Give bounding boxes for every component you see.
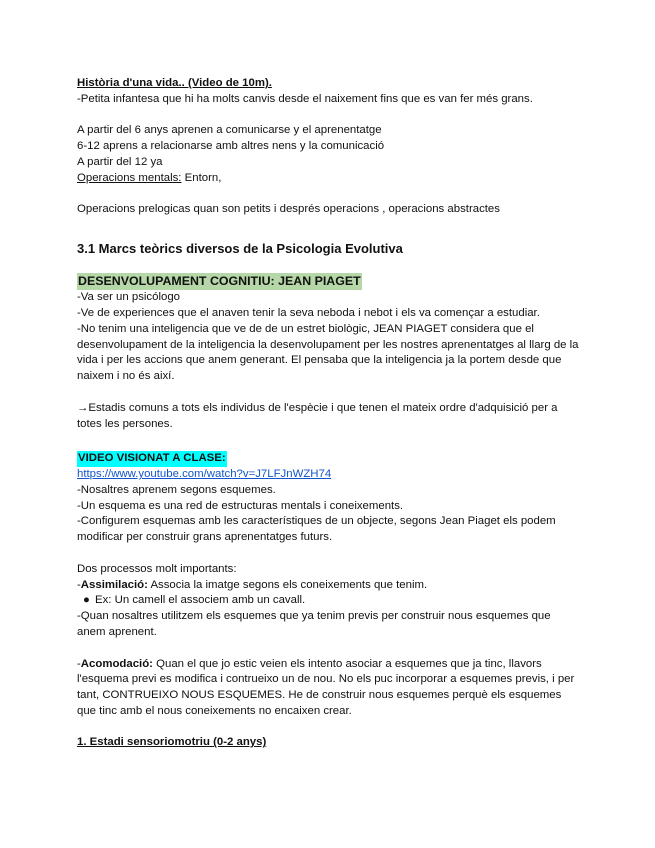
acomodacio-text: Quan el que jo estic veien els intento asociar a esquemes que ja tinc, llavors l'esquema previ es modifica i contrueixo un de nou. No els puc incorporar a esquemes previs, i per tant, CONTRUEIXO NOUS ESQUEMES. He de construir nous esquemes perquè els esquemes que tinc amb el nous coneixements no encaixen crear.	[77, 657, 575, 717]
operacions-line	[77, 171, 582, 187]
intro-line-2: A partir del 6 anys aprenen a comunicarse y el aprenentatge	[77, 124, 382, 137]
video-p1: -Nosaltres aprenem segons esquemes.	[77, 483, 276, 496]
operacions-label: Operacions mentals:	[77, 171, 182, 184]
assimilacio-line: -Assimilació: Associa la imatge segons els coneixements que tenim.	[77, 578, 428, 591]
section-heading: 3.1 Marcs teòrics diversos de la Psicologia Evolutiva	[77, 241, 403, 257]
stage-heading: 1. Estadi sensoriomotriu (0-2 anys)	[77, 736, 267, 749]
assimilacio-label: Assimilació:	[80, 578, 148, 591]
intro-line-1: -Petita infantesa que hi ha molts canvis desde el naixement fins que es van fer més grans.	[77, 92, 533, 105]
operacions-text: Entorn,	[181, 171, 222, 184]
acomodacio-label: Acomodació:	[80, 657, 153, 670]
video-p2: -Un esquema es una red de estructuras mentals i coneixements.	[77, 499, 404, 512]
processes-intro: Dos processos molt importants:	[77, 562, 237, 575]
intro-line-4: A partir del 12 ya	[77, 155, 163, 168]
bullet-text: Ex: Un camell el associem amb un cavall.	[95, 594, 306, 607]
acomodacio-paragraph: -Acomodació: Quan el que jo estic veien els intento asociar a esquemes que ja tinc, llavors l'esquema previ es modifica i contrueixo un de nou. No els puc incorporar a esquemes previs, i per tant, CONTRUEIXO NOUS ESQUEMES. He de construir nous esquemes perquè els esquemes que tinc amb el nous coneixements no encaixen crear.	[77, 657, 575, 717]
intro-line-3: 6-12 aprens a relacionarse amb altres nens y la comunicació	[77, 140, 385, 153]
video-heading: VIDEO VISIONAT A CLASE:	[77, 451, 227, 467]
video-p3: -Configurem esquemas amb les característiques de un objecte, segons Jean Piaget els podem modificar per construir grans aprenentatges futurs.	[77, 515, 556, 544]
video-link[interactable]: https://www.youtube.com/watch?v=J7LFJnWZH74	[77, 467, 332, 480]
intro-line-5: Operacions prelogicas quan son petits i després operacions , operacions abstractes	[77, 203, 500, 216]
document-page	[77, 76, 582, 751]
piaget-p1: -Va ser un psicólogo	[77, 291, 180, 304]
piaget-heading: DESENVOLUPAMENT COGNITIU: JEAN PIAGET	[78, 274, 361, 289]
piaget-p3: -No tenim una inteligencia que ve de de un estret biològic, JEAN PIAGET considera que el desenvolupament de la inteligencia la desenvolupament per les nostres aprenentatges al llarg de la vida i per les accions que anem generant. El pensaba que la inteligencia ja la portem desde que naixem i no és així.	[77, 322, 579, 383]
piaget-p2: -Ve de experiences que el anaven tenir la seva neboda i nebot i els va començar a estudiar.	[77, 306, 540, 319]
intro-title: Història d'una vida.. (Video de 10m).	[77, 77, 272, 89]
list-item	[77, 593, 582, 609]
processes-p1: -Quan nosaltres utilitzem els esquemes que ya tenim previs per construir nous esquemes que anem aprenent.	[77, 610, 551, 638]
assimilacio-text: Associa la imatge segons els coneixements que tenim.	[147, 578, 428, 591]
piaget-p4: →Estadis comuns a tots els individus de l'espècie i que tenen el mateix ordre d'adquisició per a totes les persones.	[77, 401, 558, 430]
bullet-icon: ●	[83, 594, 90, 607]
